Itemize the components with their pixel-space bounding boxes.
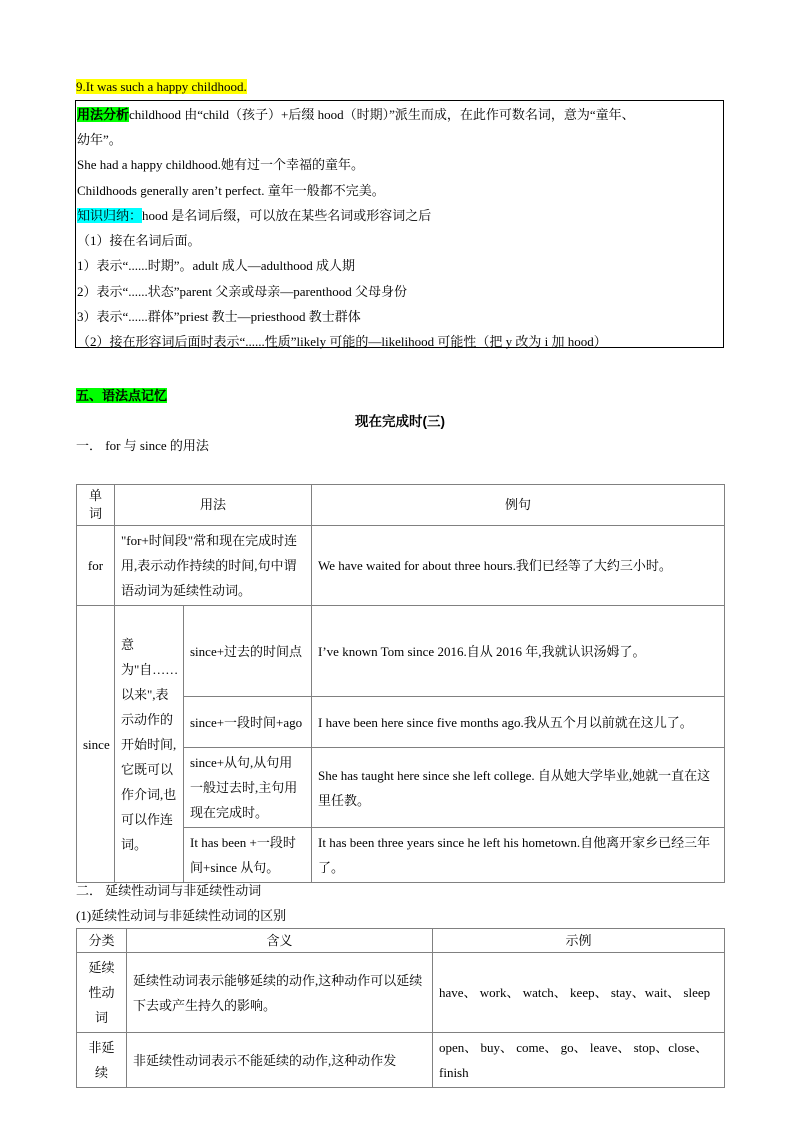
meaning-cell: 非延续性动词表示不能延续的动作,这种动作发 bbox=[127, 1033, 433, 1088]
table-row bbox=[77, 606, 725, 697]
section-heading bbox=[76, 385, 167, 404]
examples-cell: open、 buy、 come、 go、 leave、 stop、close、 finish bbox=[433, 1033, 725, 1088]
category-cell: 延续性动词 bbox=[77, 953, 127, 1033]
item-title-text: 9.It was such a happy childhood. bbox=[76, 79, 247, 94]
note-box bbox=[75, 100, 724, 348]
usage-cell: since+一段时间+ago bbox=[184, 697, 312, 748]
meaning-cell: 延续性动词表示能够延续的动作,这种动作可以延续下去或产生持久的影响。 bbox=[127, 953, 433, 1033]
meaning-cell: 意为"自……以来",表示动作的开始时间,它既可以作介词,也可以作连词。 bbox=[115, 606, 184, 883]
part2-subheading: (1)延续性动词与非延续性动词的区别 bbox=[76, 908, 287, 923]
note-line: Childhoods generally aren’t perfect. 童年一般都不完美。 bbox=[77, 183, 385, 198]
note-line: （2）接在形容词后面时表示“......性质”likely 可能的—likelihood 可能性（把 y 改为 i 加 hood） bbox=[77, 334, 607, 349]
item-title bbox=[76, 79, 247, 95]
note-line: 幼年”。 bbox=[77, 132, 122, 147]
examples-cell: have、 work、 watch、 keep、 stay、wait、 sleep bbox=[433, 953, 725, 1033]
part2-heading: 二． 延续性动词与非延续性动词 bbox=[76, 883, 262, 898]
header-meaning: 含义 bbox=[127, 929, 433, 953]
table-row bbox=[77, 1033, 725, 1088]
example-cell: I have been here since five months ago.我从五个月以前就在这儿了。 bbox=[312, 697, 725, 748]
usage-cell: since+过去的时间点 bbox=[184, 606, 312, 697]
word-cell: since bbox=[77, 606, 115, 883]
example-cell: We have waited for about three hours.我们已经等了大约三小时。 bbox=[312, 526, 725, 606]
usage-cell: "for+时间段"常和现在完成时连用,表示动作持续的时间,句中谓语动词为延续性动词。 bbox=[115, 526, 312, 606]
note-line: She had a happy childhood.她有过一个幸福的童年。 bbox=[77, 157, 365, 172]
table-row bbox=[77, 953, 725, 1033]
usage-cell: It has been +一段时间+since 从句。 bbox=[184, 828, 312, 883]
knowledge-summary-tag: 知识归纳： bbox=[77, 208, 143, 223]
note-line: 2）表示“......状态”parent 父亲或母亲—parenthood 父母身份 bbox=[77, 284, 408, 299]
example-cell: I’ve known Tom since 2016.自从 2016 年,我就认识汤姆了。 bbox=[312, 606, 725, 697]
word-cell: for bbox=[77, 526, 115, 606]
usage-analysis-tag: 用法分析 bbox=[77, 107, 130, 122]
header-category: 分类 bbox=[77, 929, 127, 953]
header-examples: 示例 bbox=[433, 929, 725, 953]
header-usage: 用法 bbox=[115, 485, 312, 526]
note-line: （1）接在名词后面。 bbox=[77, 233, 201, 248]
header-word: 单词 bbox=[77, 485, 115, 526]
note-line: 3）表示“......群体”priest 教士—priesthood 教士群体 bbox=[77, 309, 361, 324]
note-line: 1）表示“......时期”。adult 成人—adulthood 成人期 bbox=[77, 258, 356, 273]
part1-heading: 一． for 与 since 的用法 bbox=[76, 438, 209, 453]
header-example: 例句 bbox=[312, 485, 725, 526]
usage-cell: since+从句,从句用一般过去时,主句用现在完成时。 bbox=[184, 748, 312, 828]
example-cell: It has been three years since he left his hometown.自他离开家乡已经三年了。 bbox=[312, 828, 725, 883]
note-line: 知识归纳：hood 是名词后缀，可以放在某些名词或形容词之后 bbox=[77, 208, 432, 223]
table-header-row bbox=[77, 485, 725, 526]
grammar-title: 现在完成时(三) bbox=[355, 414, 445, 429]
verb-type-table bbox=[76, 928, 725, 1088]
example-cell: She has taught here since she left college. 自从她大学毕业,她就一直在这里任教。 bbox=[312, 748, 725, 828]
table-row bbox=[77, 526, 725, 606]
section-heading-text: 五、语法点记忆 bbox=[76, 388, 168, 403]
table-header-row bbox=[77, 929, 725, 953]
note-line: 用法分析childhood 由“child（孩子）+后缀 hood（时期）”派生而成，在此作可数名词，意为“童年、 bbox=[77, 107, 635, 122]
for-since-table bbox=[76, 484, 725, 883]
category-cell: 非延续 bbox=[77, 1033, 127, 1088]
